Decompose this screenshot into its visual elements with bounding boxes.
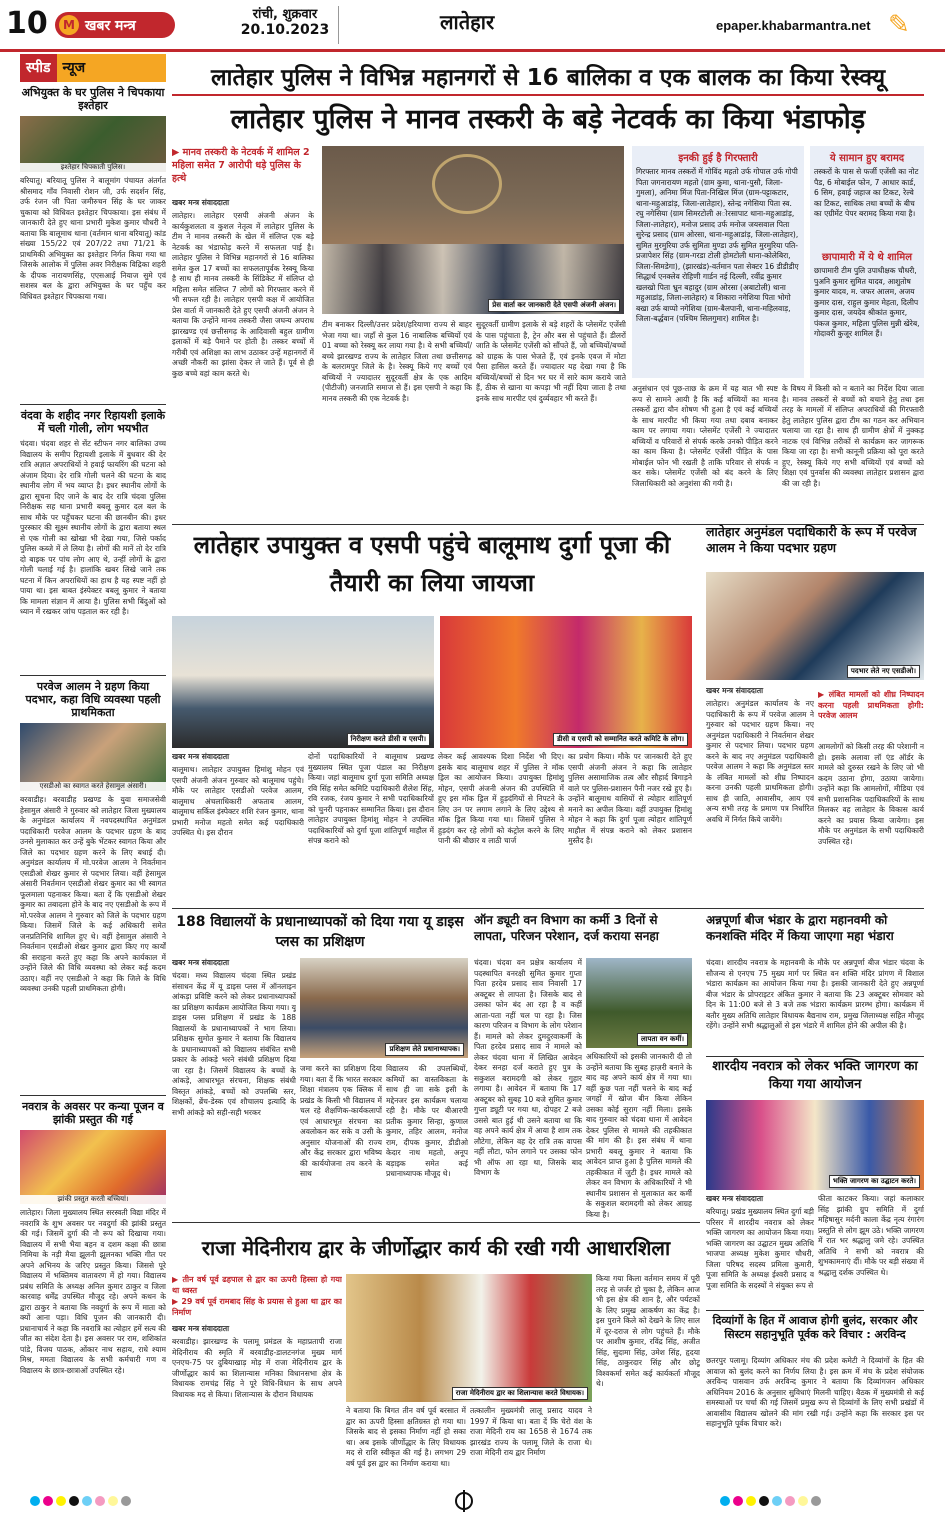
- raid-team-title: छापामारी में ये थे शामिल: [822, 252, 912, 263]
- sdo-photo-caption: पदभार लेते नए एसडीओ।: [847, 665, 920, 678]
- brand-name: खबर मन्त्र: [85, 17, 136, 34]
- forest-body-1: चंदवा। चंदवा वन प्रक्षेत्र कार्यालय में पदस्थापित वनरक्षी सुमित कुमार गुप्ता पिता हरदेव प्रसाद साव निवासी 17 अक्टूबर से लापता है। जिसके बाद से उसका फोन बंद आ रहा है व कहीं आता-पता नहीं चल पा रहा है। जिस कारण परिजन व विभाग के लोग परेशान हैं। मामले को लेकर दुमदुरवाकर्मी के पिता हरदेव प्रसाद साव ने मामले को लेकर चंदवा थाना में लिखित आवेदन देकर सनहा दर्ज कराते हुए पुत्र के सकुशल बरामदगी को लेकर गुहार लगाया है। आवेदन में बताया कि 17 अक्टूबर को सुबह 10 बजे सुमित कुमार गुप्ता ड्यूटी पर गया था, दोपहर 2 बजे उससे बात हुई थी उसने बताया था कि वह अपने कार्य क्षेत्र में आया है शाम तक लौटेगा, लेकिन वह देर रात्रि तक वापस नहीं लौटा, फोन लगाने पर उसका फोन भी ऑफ आ रहा था, जिसके बाद विभाग के: [474, 958, 582, 1177]
- police-emblem: [432, 154, 502, 214]
- udise-body-2: जमा करने का प्रशिक्षण दिया गया। बता दें कि भारत सरकार शिक्षा मंत्रालय एक क्लिक में प्रखंड के किसी भी विद्यालय में चल रहे शैक्षणिक-कार्यकलापों एवं आधारभूत संरचना का अवलोकन कर सके व उसी के अनुसार योजनाओं की राज्य और केंद्र सरकार द्वारा भविष्य की कार्ययोजना तय करने के साथ: [300, 1064, 382, 1178]
- raja-body-2: ने बताया कि बिगत तीन वर्ष पूर्व बरसात में द्वार का ऊपरी हिस्सा क्षतिग्रस्त हो गया था। जिसके बाद से इसका निर्माण नहीं हो सका था। अब इसके जीर्णोद्धार के लिए विधायक मद से राशि स्वीकृत की गई है। लगभग 29 वर्ष पूर्व इस द्वार का निर्माण कराया था।: [346, 1406, 466, 1468]
- lead-body-col-5: [782, 384, 924, 520]
- lead-body-2: टीम बनाकर दिल्ली/उत्तर प्रदेश/हरियाणा राज्य से बाहर भेजा गया था। जहाँ से कुल 16 नाबालिक बच्चियों एवं 01 बच्चा को रेस्क्यू कर लाया गया है। ये सभी बच्चियाँ/बच्चे झारखण्ड राज्य के लातेहार जिला तथा छत्तीसगढ़ के बलरामपुर जिले के है। रेस्क्यू किये गए बच्चों एवं बच्चियों ने ज्यादातर सुदूरवर्ती क्षेत्र के एक आदिम (पीटीजी) जनजाति समाज से हैं। इस एसपी ने कहा कि मानव तस्करी की एक नेटवर्क है।: [322, 320, 472, 403]
- sdo-body-col-1: [706, 686, 814, 902]
- sdo-photo: [706, 572, 924, 680]
- pencil-icon: ✎: [888, 10, 910, 40]
- arrow-icon: ▶: [172, 1297, 182, 1306]
- sdo-highlight: [818, 690, 924, 738]
- speed-news-column: [20, 54, 166, 1474]
- lead-body-5: के विषय में किसी को न बताने का निर्देश दिया जाता है। मानव तस्करों से बच्चों को बचाने हेतु तथा इस तरह के मामलों में संलिप्त अपराधियों की गिरफ्तारी हेतु लातेहार पुलिस द्वारा टीम का गठन कर अभियान चलाया जा रहा है। साथ ही ग्रामीण क्षेत्रों में नुक्कड़ नाटक एवं विभिन्न तरीकों से कार्यक्रम कर जागरूक किया जा रहा है। सभी कानूनी प्रक्रिया को पूरा करते हुए, रेस्क्यू किये गए सभी बच्चियों एवं बच्चों को शिक्षा एवं पुनर्वास की व्यवस्था लातेहार प्रशासन द्वारा की जा रही है।: [782, 384, 924, 488]
- left-headline-2: वंदवा के शहीद नगर रिहायशी इलाके में चली गोली, लोग भयभीत: [20, 409, 166, 435]
- forest-body-2: अधिकारियों को इसकी जानकारी दी तो उन्होंने बताया कि सुबह हाज़री बनाने के बाद वह अपने कार्य क्षेत्र में गया था। वहीं कुछ पता नहीं चलने के बाद कई जगहों में खोज बीन किया लेकिन उसका कोई सुराग नहीं मिला। इसके बाद गुरुवार को चंदवा थाना में आवेदन देकर पुलिस से मामले की तहकीकात की मांग की है। इस संबंध में थाना प्रभारी बबलू कुमार ने बताया कि आवेदन प्राप्त हुआ है पुलिस मामले की तहकीकात में जुटी है। इधर मामले को लेकर वन विभाग के अधिकारियों ने भी स्थानीय प्रशासन से मुलाकात कर कर्मी के सकुशल बरामदगी को लेकर आग्रह किया है।: [586, 1052, 692, 1218]
- annapurna-headline: अन्नपूर्णा बीज भंडार के द्वारा महानवमी को कनशक्ति मंदिर में किया जाएगा महा भंडारा: [706, 913, 894, 943]
- puja-body-2: दोनों पदाधिकारियों ने बालूमाथ प्रखण्ड मुख्यालय स्थित पूजा पंडाल का निरीक्षण किया। जहां बालूमाथ दुर्गा पूजा समिति अध्यक्ष रवि सिंह समेत कमिटि पदाधिकारी शैलेश सिंह, रवि रजक, रंजय कुमार ने सभी पदाधिकारियों को चुनरी पहनाकर सम्मानित किया। इस दौरान लातेहार उपायुक्त हिमांशु मोहन ने उपस्थित पदाधिकारियों को दुर्गा पूजा शांतिपूर्ण माहौल में संपन्न कराने को: [308, 752, 434, 845]
- puja-body-col-1: [172, 752, 304, 904]
- arrests-box-title: इनकी हुई है गिरफ्तारी: [678, 153, 758, 164]
- left-photo-1: [20, 116, 166, 172]
- raja-highlights: [172, 1274, 342, 1320]
- udise-body-1: चंदवा। मध्य विद्यालय चंदवा स्थित प्रखंड संसाधन केंद्र में यू डाइस प्लस में ऑनलाइन आंकड़ा प्रविष्टि करने को लेकर प्रधानाध्यापकों का प्रशिक्षण कार्यक्रम आयोजित किया गया। यू डाइस प्लस प्रशिक्षण में प्रखंड के 188 विद्यालयों के प्रधानाध्यापकों ने भाग लिया। प्रशिक्षक सुमोत कुमार ने बताया कि विद्यालय के प्रधानाध्यापकों को विद्यालय संबंधित सभी प्रकार के आंकड़े भरने संबंधी प्रशिक्षण दिया जा रहा है। जिसमें विद्यालय के बच्चों के आंकड़े, आधारभूत संरचना, शिक्षक संबंधी विस्तृत आंकड़े, बच्चों को उपलब्धि स्तर, शिक्षकों, ब्रेंच-डेस्क एवं शौचालय इत्यादि के सभी आंकड़े को सही-सही भरकर: [172, 971, 296, 1117]
- missing-person-caption: लापता वन कर्मी।: [637, 1033, 688, 1046]
- speed-label: स्पीड: [20, 54, 57, 82]
- puja-body-4: का प्रयोग किया। मौके पर जानकारी देते हुए एसपी अंजनी अंजन ने कहा कि लातेहार पुलिस असामाजिक तत्व और सौहार्द बिगाड़ने वाले पर पुलिस-प्रशासन पैनी नजर रखे हुए है। उन्होंने बालूमाथ वासियों से त्योहार शांतिपूर्ण मनाने का अपील किया। वहीं उपायुक्त हिमांशु मोहन ने कहा कि दुर्गा पूजा त्योहार शांतिपूर्ण माहौल में संपन्न कराने को लेकर प्रशासन मुस्तैद है।: [568, 752, 692, 845]
- left-story-3-body: बरवाडीह। बरवाडीह प्रखण्ड के युवा समाजसेवी हेसामुल अंसारी ने गुरुवार को लातेहार जिला मुख्यालय के अनुमंडल कार्यालय में नवपदस्थापित अनुमंडल पदाधिकारी परवेज आलम के पदभार ग्रहण के बाद उनसे मुलाकात कर उन्हें बुके भेंटकर स्वागत किया और जिले का पदभार ग्रहण करने के लिए बधाई दी। अनुमंडल कार्यालय में मो.परवेज आलम ने निवर्तमान एसडीओ शेखर कुमार से पदभार लिया। वहीं हेसामुल अंसारी निवर्तमान एसडीओ शेखर कुमार का भी स्वागत फूलमाला पहनाकर किया। बता दें कि एसडीओ शेखर कुमार का तबादला होने के बाद नए एसडीओ के रूप में मो.परवेज आलम ने गुरुवार को जिले के पदभार ग्रहण किया। जिसमें जिले के कई अधिकारी समेत जनप्रतिनिधि शामिल हुए थे। वहीं हेसामुल अंसारी ने निवर्तमान एसडीओ शेखर कुमार द्वारा किए गए कार्यों की सराहना करते हुए कहा कि अपने कार्यकाल में उन्होंने जिले की विधि व्यवस्था को लेकर कई कदम उठाए। वहीं नए एसडीओ ने कहा कि जिले के विधि व्यवस्था उनकी पहली प्राथमिकता होगी।: [20, 795, 166, 993]
- seized-box-title: ये सामान हुए बरामद: [829, 153, 905, 164]
- divider: [20, 404, 166, 405]
- durga-puja-headline: लातेहार उपायुक्त व एसपी पहुंचे बालूमाथ दुर्गा पूजा की तैयारी का लिया जायजा: [193, 531, 671, 597]
- lead-body-col-4: [632, 384, 778, 520]
- annapurna-body: चंदवा। शारदीय नवरात्र के महानवमी के मौके पर अन्नपूर्णा बीज भंडार चंदवा के सौजन्य से एनएच 75 मुख्य मार्ग पर स्थित वन शक्ति मंदिर प्रांगण में विशाल भंडारा कार्यक्रम का आयोजन किया गया है। इसकी जानकारी देते हुए अन्नपूर्णा बीज भंडार के प्रोपराइटर अंकित कुमार ने बताया कि 23 अक्टूबर सोमवार को दिन के 11:00 बजे से 3 बजे तक भंडारा कार्यक्रम प्रारम्भ होगा। कार्यक्रम में बतौर मुख्य अतिथि लातेहार विधायक बैद्यनाथ राम, प्रमुख जिलाध्यक्ष सहित मौजूद रहेंगे। उन्होंने सभी श्रद्धालुओं से इस भंडारे में शामिल होने की अपील की है।: [706, 958, 924, 1030]
- raja-body-3: तत्कालीन मुख्यमंत्री लालू प्रसाद यादव ने 1997 में किया था। बता दें कि चेरो वंश के राजा मेदिनी राय का 1658 से 1674 तक झारखंड राज्य के पलामू जिले के राजा थे। राजा मेदिनी राय द्वार निर्माण: [470, 1406, 592, 1457]
- raja-photo-caption: राजा मेदिनीराय द्वार का शिलान्यास करते विधायक।: [452, 1387, 588, 1400]
- forest-headline: ऑन ड्यूटी वन विभाग का कर्मी 3 दिनों से लापता, परिजन परेशान, दर्ज कराया सनहा: [474, 913, 659, 943]
- left-photo-2-caption: एसडीओ का स्वागत करते हेसामुल अंसारी।: [20, 782, 166, 791]
- navratri-headline: शारदीय नवरात्र को लेकर भक्ति जागरण का किया गया आयोजन: [712, 1059, 918, 1092]
- udise-body-col-3: [386, 1064, 468, 1218]
- divider: [172, 908, 924, 909]
- sdo-highlight-text: लंबित मामलों को शीघ्र निष्पादन करना पहली प्राथमिकता होगी: परवेज आलम: [818, 690, 924, 720]
- header-date: 20.10.2023: [240, 22, 330, 38]
- navratri-body-1: बरियातू। प्रखंड मुख्यालय स्थित दुर्गा बड़ी परिसर में शारदीय नवरात्र को लेकर भक्ति जागरण का आयोजन किया गया। भक्ति जागरण का उद्घाटन मुख्य अतिथि भाजपा अध्यक्ष मुकेश कुमार चौधरी, जिला परिषद सदस्य प्रमिला कुमारी, पूजा समिति के अध्यक्ष ईश्वरी प्रसाद व पूजा समिति के सदस्यों ने संयुक्त रूप से: [706, 1207, 814, 1290]
- left-story-4-body: लातेहार। जिला मुख्यालय स्थित सरस्वती विद्या मंदिर में नवरात्रि के शुभ अवसर पर नवदुर्गा की झांकी प्रस्तुत की गई। जिसमें दुर्गा की नौ रूप को दिखाया गया। विद्यालय में सभी भैया बहन व दशम कक्षा की छात्रा निमिया के नड़ी मैया झूलनी झूलनका भक्ति गीत पर अपने अभिनय के जरिए प्रस्तुत किया। जिससे पूरे विद्यालय में भक्तिमय वातावरण में हो गया। विद्यालय प्रबंध समिति के अध्यक्ष अनिल कुमार ठाकुर व जिला कारवाह धर्मेंद्र उपस्थित मौजूद रहे। अपने कथन के द्वारा ठाकुर ने बताया कि नवदुर्गा के रूप में माता को क्यों आना पड़ा। विधि पूजन की जानकारी दी। प्रधानाचार्य ने कहा कि नवरात्रि का त्योहार हमें सत्य की जीत का संदेश देता है। इस अवसर पर राम, शशिकांत पांडे, विजय पाठक, ओंकार नाथ सहाय, राधे श्याम मिश्र, ममता विद्यालय के सभी कर्मचारी गण व विद्यालय के छात्र-छात्राओं उपस्थित रहे।: [20, 1208, 166, 1375]
- puja-body-col-2: [308, 752, 434, 904]
- left-photo-1-caption: इश्तेहार चिपकाती पुलिस।: [20, 163, 166, 172]
- section-title: लातेहार: [440, 10, 495, 34]
- byline: खबर मन्त्र संवाददाता: [172, 958, 230, 967]
- lead-headline: लातेहार पुलिस ने मानव तस्करी के बड़े नेटवर्क का किया भंडाफोड़: [230, 104, 866, 135]
- training-photo-caption: प्रशिक्षण लेते प्रधानाध्यापक।: [385, 1043, 464, 1056]
- registration-mark-icon: [455, 1492, 473, 1510]
- sdo-body-1: लातेहार। अनुमंडल कार्यालय के नए पदाधिकारी के रूप में परवेज आलम ने गुरुवार को पदभार ग्रहण किया। नए अनुमंडल पदाधिकारी ने निवर्तमान शेखर कुमार से पदभार लिया। पदभार ग्रहण करने के बाद नए अनुमंडल पदाधिकारी परवेज आलम ने कहा कि अनुमंडल स्तर के लंबित मामलों को शीघ्र निष्पादन करना उनकी पहली प्राथमिकता होगी। साथ ही जाति, आवासीय, आय एवं अन्य सभी तरह के प्रमाण पत्र निर्धारित अवधि में निर्गत किये जायेंगे।: [706, 699, 814, 824]
- lead-photo-caption: प्रेस वार्ता कर जानकारी देते एसपी अंजनी अंजन।: [488, 299, 620, 312]
- raja-highlight-1: [172, 1274, 342, 1296]
- left-story-1-body: बरियातू। बरियातू पुलिस ने बालूमांग पंचायत अंतर्गत श्रीसमाद गाँव निवासी रोशन जी, उर्फ सदर्शन सिंह, उर्फ रंजन जी पिता जमीरुचन सिंह के घर जाकर चुकाया को विधिवत इश्तेहार चिपकाया। इस संबंध में जानकारी देते हुए थाना प्रभारी मुकेश कुमार चौधरी ने बताया कि बालूमाथ थाना (वर्तमान थाना बरियातू) कांड संख्या 155/22 एवं 207/22 तथा 71/21 के प्राथमिकी अभियुक्त का इश्तेहार निर्गत किया गया था जिसके आलोक में पुलिस अवर निरीक्षक विद्रिका शहरी के दीपक नारायणसिंह, एएसआई नियाज सुमे एवं सशस्त्र बल के द्वारा अभियुक्त के घर पहुँच कर विधिवत इश्तेहार चिपकाया गया।: [20, 176, 166, 301]
- navratri-body-col-1: [706, 1194, 814, 1306]
- inspection-photo-caption: निरीक्षण करते डीसी व एसपी।: [347, 733, 430, 746]
- forest-body-col-2: [586, 1052, 692, 1218]
- udise-body-col-1: [172, 958, 296, 1218]
- raid-team-text: छापामारी टीम पुलि उपाधीक्षक चौधरी, पुअनि कुमार सुमित यादव, आशुतोष कुमार यादव, म. जफर आलम, अजय कुमार दास, राहुल कुमार मेहता, दिलीप कुमार दास, जयदेव श्रीकांत कुमार, पंकज कुमार, महिला पुलिस मुन्नी खेरेब, गोदावरी कुजूर शामिल हैं।: [814, 266, 920, 338]
- left-headline-3: परवेज आलम ने ग्रहण किया पदभार, कहा विधि व्यवस्था पहली प्राथमिकता: [25, 680, 161, 719]
- lead-body-3: सुदूरवर्ती ग्रामीण इलाके से बड़े शहरों के प्लेसमेंट एजेंसी के पास पहुंचाता है, ट्रेन और बस से पहुंचाते हैं। डीलरों जाति के प्लेसमेंट एजेंसी को सौंपते हैं, जो बच्चियों/बच्चों को ग्राहक के पास भेजते हैं, एवं इनके एवज में मोटा पैसा हासिल करते हैं। ज्यादातर यह देखा गया है कि बच्चियों/बच्चों से दिन भर घर में सारे काम कराये जाते हैं, ठीक से खाना या कपड़ा भी नहीं दिया जाता है तथा इनके साथ मारपीट एवं दुर्व्यवहार भी करते हैं।: [476, 320, 626, 403]
- raja-body-col-1: [172, 1324, 342, 1474]
- byline: खबर मन्त्र संवाददाता: [172, 1324, 230, 1333]
- arrests-box: [632, 146, 804, 378]
- divider: [20, 675, 166, 676]
- sdo-headline: लातेहार अनुमंडल पदाधिकारी के रूप में परवेज आलम ने किया पदभार ग्रहण: [706, 524, 917, 555]
- lead-body-4: अनुसंधान एवं पूछ-ताछ के क्रम में यह बात भी स्पष्ट रूप से सामने आयी है कि कई बच्चियों का मानव तस्करों द्वारा यौन शोषण भी हुआ है एवं कई बच्चियों के साथ मारपीट भी किया गया तथा दबाव बनाकर काम पर लगाया गया। प्लेसमेंट एजेंसी ने ज्यादातर बच्चियों व परिवारों से संपर्क करके उनको पीड़ित करने का काम किया है। प्लेसमेंट एजेंसी पीड़ित के पास मोबाईल फोन भी रखती है ताकि परिवार से संपर्क न कर सके। प्लेसमेंट एजेंसी को बंद करने के लिए जिलाधिकारी को अनुशंसा की गयी है।: [632, 384, 778, 488]
- raja-statue-photo: [346, 1274, 592, 1402]
- lead-highlight: [172, 146, 314, 185]
- header-divider: [338, 6, 339, 44]
- navratri-body-2: फीता काटकर किया। जहां कलाकार सिंह झांकी ग्रुप समिति में दुर्गा महिषासुर मर्दनी काला केंद्र नृत्य रंगारंग प्रस्तुति से लोग झूम उठे। भक्ति जागरण में रात भर श्रद्धालु जमे रहे। उपस्थित अतिथि ने सभी को नवरात्र की शुभकामनाएं दीं। मौके पर बड़ी संख्या में श्रद्धालु दर्शक उपस्थित थे।: [818, 1194, 924, 1277]
- left-photo-2: [20, 723, 166, 791]
- lead-body-col-3: [476, 320, 626, 520]
- raja-body-col-4: [596, 1274, 700, 1474]
- raja-gate-headline: राजा मेदिनीराय द्वार के जीर्णोद्धार कार्य की रखी गयी आधारशिला: [201, 1236, 671, 1260]
- seized-box-text: तस्करों के पास से फर्जी एजेंसी का नोट पैड, 6 मोबाईल फोन, 7 आधार कार्ड, 6 सिम, हवाई जहाज का टिकट, रेल्वे का टिकट, साथिक तथा बच्चों के बीच का एग्रीमेंट पेपर बरामद किया गया है।: [814, 167, 919, 218]
- raja-body-col-3: [470, 1406, 592, 1474]
- divider: [706, 1056, 924, 1057]
- training-photo: [300, 958, 468, 1058]
- inspection-photo: [172, 616, 434, 748]
- raja-body-1: बरवाडीह। झारखण्ड के पलामू प्रमंडल के महाप्रतापी राजा मेदिनीराय की स्मृति में बरवाडीह-डालटनगंज मुख्य मार्ग एनएच-75 पर दुबियाखाड़ मोड़ में राजा मेदिनीराय द्वार के जीर्णोद्धार कार्य का शिलान्यास मनिका विधानसभा क्षेत्र के विधायक रामचंद्र सिंह ने पूरे विधि-विधान के साथ अपने विधायक मद से किया। शिलान्यास के दौरान विधायक: [172, 1337, 342, 1399]
- lead-body-1: लातेहार। लातेहार एसपी अंजनी अंजन के कार्यकुशलता व कुशल नेतृत्व में लातेहार पुलिस के टीम ने मानव तस्करी के खेल में संलिप्त एक बड़े नेटवर्क का भंडाफोड़ करने में सफलता पाई है। लातेहार पुलिस ने विभिन्न महानगरों से 16 बालिका समेत कुल 17 बच्चों का सफलतापूर्वक रेस्क्यू किया है साथ ही मानव तस्करी के सिंडिकेट में संलिप्त दो महिला समेत संलिप्त 7 लोगों को गिरफ्तार करने में भी सफल रही है। लातेहार एसपी कक्ष में आयोजित प्रेस वार्ता में जानकारी देते हुए एसपी अंजनी अंजन ने बताया कि उन्होंने मानव तस्करी जैसा जघन्य अपराध झारखण्ड एवं छत्तीसगढ़ के आदिवासी बहुल ग्रामीण इलाकों में बड़े पैमाने पर होती है। तस्कर बच्चों में गरीबी एवं अशिक्षा का लाभ उठाकर उन्हें महानगरों में अच्छी नौकरी का झांसा देकर ले जाते हैं। पूर्व से ही कुछ बच्चे वहां काम करते थे।: [172, 211, 314, 378]
- left-photo-3-caption: झांकी प्रस्तुत करती बच्चियां।: [20, 1195, 166, 1204]
- arrow-icon: ▶: [818, 690, 829, 699]
- sdo-body-col-2: [818, 742, 924, 902]
- brand-badge[interactable]: [55, 12, 175, 38]
- byline: खबर मन्त्र संवाददाता: [706, 686, 764, 695]
- lead-body-col-1: [172, 198, 314, 520]
- left-headline-1: अभियुक्त के घर पुलिस ने चिपकाया इश्तेहार: [21, 86, 165, 112]
- felicitation-photo-caption: डीसी व एसपी को सम्मानित करते कमिटि के लोग।: [553, 733, 688, 746]
- byline: खबर मन्त्र संवाददाता: [172, 198, 230, 207]
- page-header: [0, 0, 945, 52]
- raja-highlight-2-text: 29 वर्ष पूर्व रामबाद सिंह के प्रयास से हुआ था द्वार का निर्माण: [172, 1297, 342, 1317]
- news-label: न्यूज: [57, 54, 166, 82]
- header-city-day: रांची, शुक्रवार: [252, 7, 318, 22]
- left-story-2-body: चंदवा। चंदवा शहर से सेंट स्टीफन नगर बालिका उच्च विद्यालय के समीप रिहायशी इलाके में बुधवार की देर रात्रि अज्ञात अपराधियों ने हवाई फायरिंग की घटना को अंजाम दिया। देर रात्रि गोली चलने की घटना के बाद स्थानीय लोग में भय व्याप्त है। इधर स्थानीय लोगों के द्वारा सूचना दिए जाने के बाद देर रात्रि चंदवा पुलिस निरीक्षक सह थाना प्रभारी बबलू कुमार दल बल के साथ मौके पर पहुँचकर घटना की छानबीन की। इधर पुरस्कार की सूक्ष्म स्थानीय लोगों के द्वारा बताया स्थल से एक गोली का खोखा भी देखा गया, जिसे पर्काद पुलिस कब्जे में ले लिया है। लोगों की मानें तो देर रात्रि दो बाइक पर पांच लोग आए थे, उन्हीं लोगों के द्वारा गोली चलाई गई है। हालांकि खबर लिखे जाने तक घटना में किन अपराधियों का हाथ है यह स्पष्ट नहीं हो पाया था। इस बाबत इंस्पेक्टर बबलू कुमार ने बताया कि मामला संज्ञान में आया है। पुलिस सभी बिंदुओं को ध्यान में रखकर जांच पड़ताल कर रही है।: [20, 439, 166, 616]
- arrow-icon: ▶: [172, 147, 183, 158]
- speed-news-banner: [20, 54, 166, 82]
- jagran-photo: [706, 1100, 924, 1190]
- divyang-body: छतरपुर पलामू। दिव्यांग अधिकार मंच की प्रदेश कमेटी ने दिव्यांगों के हित की आवाज को बुलंद करने का निर्णय लिया है। इस क्रम में मंच के प्रदेश संयोजक अरविन्द पासवान उर्फ अरविन्द कुमार ने बताया कि दिव्यांगजन अधिकार अधिनियम 2016 के अनुसार सुविधाएं मिलनी चाहिए। बैठक में मुख्यमंत्री से कई समस्याओं पर चर्चा की गई जिसमें प्रमुख रूप से दिव्यांगों के लिए सभी प्रखंडों में आवासीय विद्यालय खोलने की मांग रखी गई। उन्होंने कहा कि सरकार इस पर सहानुभूति पूर्वक विचार करे।: [706, 1356, 924, 1428]
- puja-body-col-3: [438, 752, 564, 904]
- arrests-box-text: गिरफ्तार मानव तस्करों में गोविंद महतो उर्फ गोपाल उर्फ गोपी पिता जगनारायण महतो (ग्राम कुमा, थाना-पुसौ, जिला-गुमला), अनिमा मिंज पिता-निखिल मिंज (ग्राम-पट्टाकटार, थाना-महुआडांड़, जिला-लातेहार), स्तेन्द्र नगेसिया पिता स्व. रघु नगेसिया (ग्राम सिमरटोली अोरसापाट थाना-महुआडांड़, जिला-लातेहार), मनोज प्रसाद उर्फ मनोज जयसवाल पिता सुरेन्द्र प्रसाद (ग्राम ओरसा, थाना-महुआडांड़, जिला-लातेहार), सुमित मुरमुरिया उर्फ सुमिता मुण्डा उर्फ सुमित मुरमुरिया पति-प्रजापेशर सिंह (ग्राम-गरडा टोली होमटोली थाना-कोलेबिरा, जिला-सिमडेगा), (झारखंड)-वर्तमान पता सेक्टर 16 डीडीडीए सिद्धार्थ एनक्लेव रोहिणी गार्डन नई दिल्ली, रवींद्र कुमार खलखो पिता भ्रुन बहादुर (ग्राम ओरसा (अबाटोली) थाना महुआडांड़, जिला-लातेहार) व शिकारा नगेशिया पिता भोगो बखा उर्फ बाप्पो नगेशिया (ग्राम-बैलपानी, थाना-महिलवाड़, जिला-बर्द्धवान (पश्चिम सिलगुमार) शामिल है।: [636, 167, 799, 323]
- sdo-body-2: आमलोगों को किसी तरह की परेशानी न हो। इसके अलावा लॉ एंड ऑर्डर के मामले को दुरुस्त रखने के लिए जो भी कदम उठाना होगा, उठाया जायेगा। उन्होंने कहा कि आमलोगों, मीडिया एवं सभी प्रशासनिक पदाधिकारियों के साथ मिलकर वह लातेहार के विकास कार्य करने का प्रयास किया जायेगा। इस मौके पर अनुमंडल के सभी पदाधिकारी उपस्थित रहे।: [818, 742, 924, 846]
- print-footer: [0, 1484, 945, 1517]
- epaper-link[interactable]: epaper.khabarmantra.net: [716, 18, 871, 33]
- left-headline-4: नवरात्र के अवसर पर कन्या पूजन व झांकी प्रस्तुत की गई: [22, 1100, 164, 1126]
- divider: [706, 1310, 924, 1311]
- jagran-photo-caption: भक्ति जागरण का उद्घाटन करते।: [829, 1175, 920, 1188]
- color-registration-right: [720, 1496, 821, 1506]
- puja-body-col-4: [568, 752, 692, 904]
- raja-highlight-1-text: तीन वर्ष पूर्व ढहपाल से द्वार का ऊपरी हिस्सा हो गया था ध्वस्त: [172, 1275, 342, 1295]
- raja-highlight-2: [172, 1296, 342, 1318]
- udise-body-col-2: [300, 1064, 382, 1218]
- brand-logo-icon: M: [59, 15, 79, 35]
- lead-body-col-2: [322, 320, 472, 520]
- left-photo-3: [20, 1130, 166, 1204]
- byline: खबर मन्त्र संवाददाता: [706, 1194, 764, 1203]
- udise-body-3: विद्यालय की उपलब्धियों, कमियों का वास्तविकता के साथ ही जा सके इसी के मद्देनजर इस कार्यक्रम चलाया रही है। मौके पर बीआरपी प्रतीक कुमार सिन्हा, कुणाल कुमार, तहिर आलम, मनोज राम, दीपक कुमार, डीडीओ केदार नाथ महतो, अनूप बड़ाइक समेत कई प्रधानाध्यापक मौजूद थे।: [386, 1064, 468, 1178]
- divider: [20, 1095, 166, 1096]
- puja-body-3: लेकर कई आवश्यक दिशा निर्देश भी दिए। इसके बाद बालूमाथ शहर में पुलिस ने मॉक ड्रिल का आयोजन किया। उपायुक्त हिमांशु मोहन, एसपी अंजनी अंजन की उपस्थिति में हुए इस मॉक ड्रिल में हुड़दंगियों से निपटने के लिए उन पर लगाम लगाने के लिए उद्देश्य से मॉक ड्रिल किया गया था। जिसमें पुलिस ने हुड़दंग कर रहे लोगों को कंट्रोल करने के लिए पानी की बौछार व लाठी चार्ज: [438, 752, 564, 845]
- raja-body-col-2: [346, 1406, 466, 1474]
- color-registration-left: [30, 1496, 131, 1506]
- puja-body-1: बालूमाथ। लातेहार उपायुक्त हिमांशु मोहन एवं एसपी अंजनी अंजन गुरुवार को बालूमाथ पहुंचे। मौके पर लातेहार एसडीओ परवेज आलम, बालूमाथ अंचलाधिकारी अफताब आलम, बालूमाथ सर्किल इंस्पेक्टर शशि रंजन कुमार, थाना प्रभारी मनोज महतो समेत कई पदाधिकारी उपस्थित थे। इस दौरान: [172, 765, 304, 837]
- missing-person-photo: [586, 958, 692, 1048]
- navratri-body-col-2: [818, 1194, 924, 1306]
- lead-highlight-text: मानव तस्करी के नेटवर्क में शामिल 2 महिला समेत 7 आरोपी धड़े पुलिस के हत्थे: [172, 147, 310, 184]
- lead-photo: [322, 146, 624, 314]
- raja-body-4: किया गया किला वर्तमान समय में पूरी तरह से जर्जर हो चुका है, लेकिन आज भी इस क्षेत्र की शान है, और पर्यटकों के लिए प्रमुख आकर्षण का केंद्र है। इस पुराने किले को देखने के लिए साल में दूर-दराज से लोग पहुंचते हैं। मौके पर आशीष कुमार, रविंद्र सिंह, अजीत सिंह, सुदामा सिंह, उमेश सिंह, हृदया सिंह, ठाकुरदार सिंह और छोटू विश्वकर्मा समेत कई कार्यकर्ता मौजूद थे।: [596, 1274, 700, 1388]
- lead-kicker: लातेहार पुलिस ने विभिन्न महानगरों से 16 बालिका व एक बालक का किया रेस्क्यू: [172, 60, 924, 96]
- felicitation-photo: [440, 616, 692, 748]
- forest-body-col-1: [474, 958, 582, 1218]
- seized-box: [810, 146, 924, 378]
- page-number: 10: [6, 6, 48, 41]
- divider: [172, 1222, 700, 1223]
- udise-headline: 188 विद्यालयों के प्रधानाध्यापकों को दिया गया यू डाइस प्लस का प्रशिक्षण: [176, 914, 464, 950]
- divyang-headline: दिव्यांगों के हित में आवाज होगी बुलंद, सरकार और सिस्टम सहानुभूति पूर्वक करे विचार : अरविन्द: [712, 1314, 918, 1341]
- byline: खबर मन्त्र संवाददाता: [172, 752, 230, 761]
- arrow-icon: ▶: [172, 1275, 183, 1284]
